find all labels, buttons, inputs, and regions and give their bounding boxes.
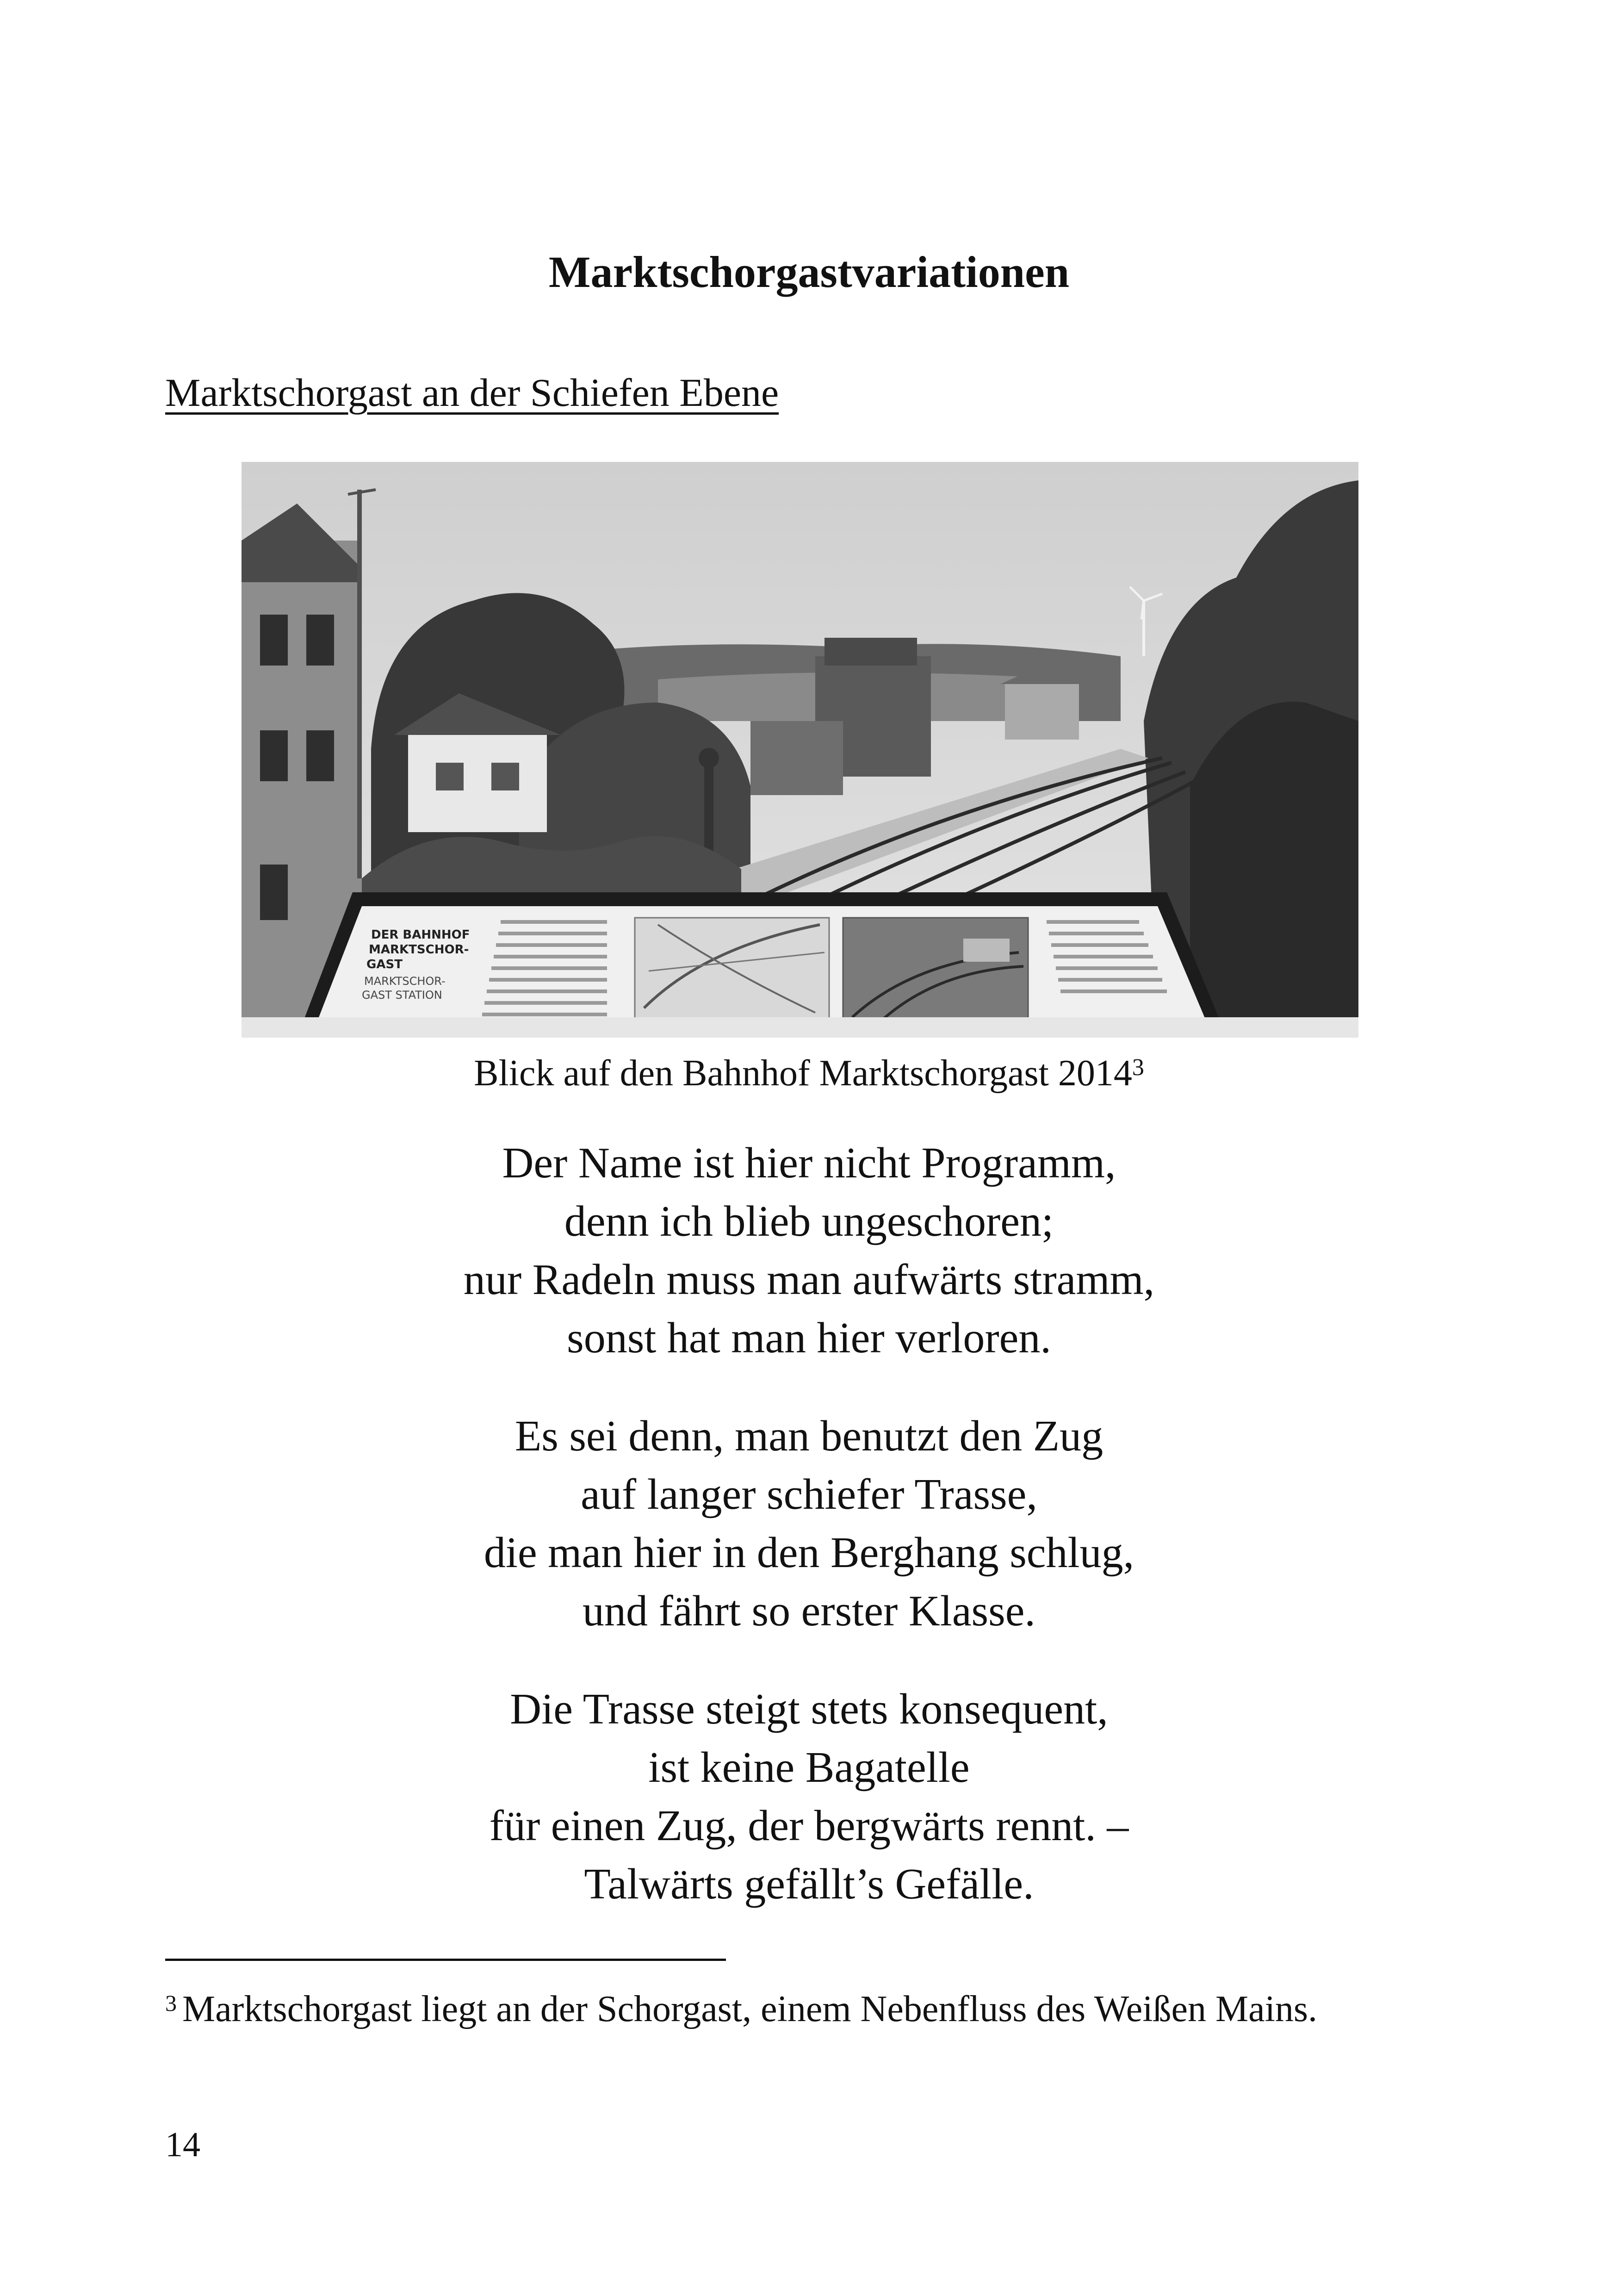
section-heading: Marktschorgast an der Schiefen Ebene xyxy=(165,370,779,415)
footnote-text: Marktschorgast liegt an der Schorgast, einem Nebenfluss des Weißen Mains. xyxy=(182,1989,1318,2029)
poem-stanza-3 xyxy=(0,1680,1618,1913)
footnote xyxy=(165,1975,1414,2037)
poem-stanza-1 xyxy=(0,1134,1618,1367)
poem-line: für einen Zug, der bergwärts rennt. – xyxy=(489,1802,1129,1850)
poem-line: die man hier in den Berghang schlug, xyxy=(484,1529,1134,1577)
poem-line: auf langer schiefer Trasse, xyxy=(581,1470,1037,1518)
poem-line: und fährt so erster Klasse. xyxy=(583,1587,1035,1635)
page-number: 14 xyxy=(165,2125,200,2164)
poem-line: ist keine Bagatelle xyxy=(648,1743,970,1792)
poem-stanza-2 xyxy=(0,1407,1618,1640)
poem-line: denn ich blieb ungeschoren; xyxy=(564,1197,1054,1245)
footnote-divider xyxy=(165,1959,726,1961)
poem-line: sonst hat man hier verloren. xyxy=(567,1314,1051,1362)
sign-line-3: GAST xyxy=(366,958,403,971)
caption-text: Blick auf den Bahnhof Marktschorgast 2014 xyxy=(474,1053,1132,1094)
sign-line-5: GAST STATION xyxy=(362,989,442,1002)
poem-line: Es sei denn, man benutzt den Zug xyxy=(515,1412,1103,1460)
footnote-marker: 3 xyxy=(165,1990,177,2016)
poem-line: Der Name ist hier nicht Programm, xyxy=(502,1139,1116,1187)
sign-line-2: MARKTSCHOR- xyxy=(369,943,469,957)
page-title: Marktschorgastvariationen xyxy=(548,247,1070,297)
sign-line-1: DER BAHNHOF xyxy=(371,928,470,942)
poem-line: Talwärts gefällt’s Gefälle. xyxy=(584,1860,1034,1908)
station-photo xyxy=(242,462,1358,1038)
caption-footnote-ref: 3 xyxy=(1132,1054,1144,1081)
poem-line: Die Trasse steigt stets konsequent, xyxy=(510,1685,1108,1733)
sign-line-4: MARKTSCHOR- xyxy=(364,975,446,988)
poem-line: nur Radeln muss man aufwärts stramm, xyxy=(463,1256,1155,1304)
photo-caption xyxy=(0,1042,1618,1099)
